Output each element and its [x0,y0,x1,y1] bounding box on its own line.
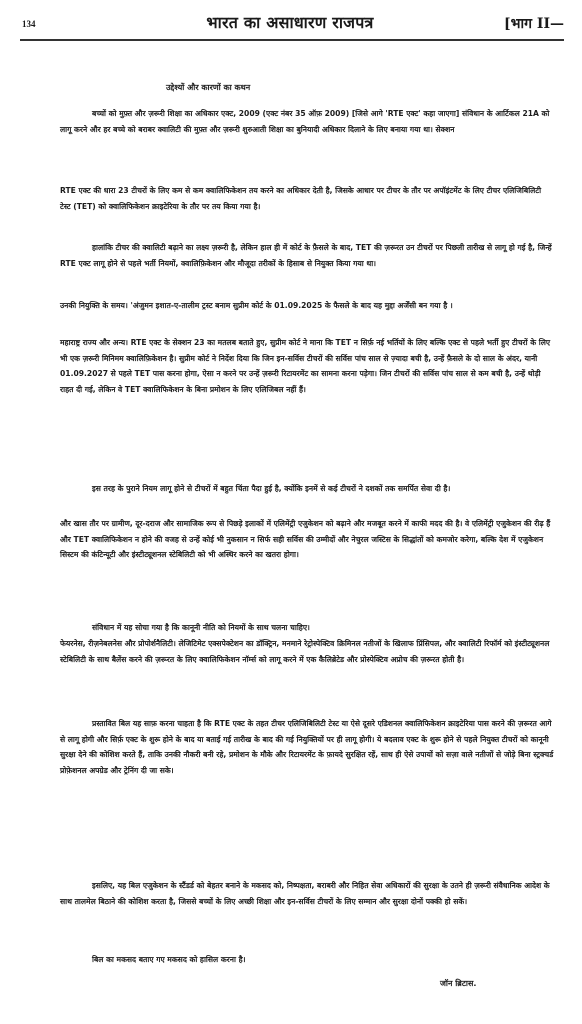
paragraph-2 [60,183,554,214]
paragraph-10 [60,716,554,778]
paragraph-text: महाराष्ट्र राज्य और अन्य। RTE एक्ट के सेक्शन 23 का मतलब बताते हुए, सुप्रीम कोर्ट ने माना कि TET न सिर्फ़ नई भर्तियों के लिए बल्कि एक्ट से पहले भर्ती हुए टीचरों के लिए भी एक ज़रूरी मिनिमम क्वालिफ़िकेशन है। सुप्रीम कोर्ट ने निर्देश दिया कि जिन इन-सर्विस टीचरों की सर्विस पांच साल से ज़्यादा बची है, उन्हें फ़ैसले के दो साल के अंदर, यानी 01.09.2027 से पहले TET पास करना होगा, ऐसा न करने पर उन्हें ज़रूरी रिटायरमेंट का सामना करना पड़ेगा। जिन टीचरों की सर्विस पांच साल से कम बची है, उन्हें थोड़ी राहत दी गई, लेकिन वे TET क्वालिफिकेशन के बिना प्रमोशन के लिए एलिजिबल नहीं हैं। [60,338,551,394]
paragraph-text: प्रस्तावित बिल यह साफ़ करना चाहता है कि RTE एक्ट के तहत टीचर एलिजिबिलिटी टेस्ट या ऐसे दूसरे एडिशनल क्वालिफिकेशन क्राइटेरिया पास करने की ज़रूरत आगे से लागू होगी और सिर्फ़ एक्ट के शुरू होने के बाद या बताई गई तारीख के बाद की गई नियुक्तियों पर ही लागू होगी। ये बदलाव एक्ट के शुरू होने से पहले नियुक्त टीचरों को कानूनी सुरक्षा देने की कोशिश करते हैं, ताकि उनकी नौकरी बनी रहे, प्रमोशन के मौके और रिटायरमेंट के फ़ायदे सुरक्षित रहें, साथ ही ऐसे उपायों को सज़ा वाले नतीजों से जोड़े बिना स्ट्रक्चर्ड प्रोफ़ेशनल अपग्रेड और ट्रेनिंग दी जा सके। [60,719,554,775]
paragraph-text: संविधान में यह सोचा गया है कि कानूनी नीति को नियमों के साथ चलना चाहिए। [92,623,310,632]
page-header [0,0,582,46]
header-rule [20,39,564,41]
paragraph-text: इसलिए, यह बिल एजुकेशन के स्टैंडर्ड को बेहतर बनाने के मकसद को, निष्पक्षता, बराबरी और निहित सेवा अधिकारों की सुरक्षा के उतने ही ज़रूरी संवैधानिक आदेश के साथ तालमेल बिठाने की कोशिश करता है, जिससे बच्चों के लिए अच्छी शिक्षा और इन-सर्विस टीचरों के लिए सम्मान और सुरक्षा दोनों पक्की हो सकें। [60,881,550,906]
paragraph-text: हालांकि टीचर की क्वालिटी बढ़ाने का लक्ष्य ज़रूरी है, लेकिन हाल ही में कोर्ट के फ़ैसले के बाद, TET की ज़रूरत उन टीचरों पर पिछली तारीख से लागू हो गई है, जिन्हें RTE एक्ट लागू होने से पहले भर्ती नियमों, क्वालिफ़िकेशन और मौजूदा तरीकों के हिसाब से नियुक्त किया गया था। [60,243,552,268]
gazette-title: भारत का असाधारण राजपत्र [206,13,374,32]
paragraph-text: फेयरनेस, रीज़नेबलनेस और प्रोपोर्शनैलिटी। लेजिटिमेट एक्सपेक्टेशन का डॉक्ट्रिन, मनमाने रेट्रोस्पेक्टिव क्रिमिनल नतीजों के खिलाफ प्रिंसिपल, और क्वालिटी रिफॉर्म को इंस्टीट्यूशनल स्टेबिलिटी के साथ बैलेंस करने की ज़रूरत के लिए क्वालिफिकेशन नॉर्म्स को लागू करने में एक कैलिब्रेटेड और प्रोस्पेक्टिव अप्रोच की ज़रूरत होती है। [60,639,550,664]
paragraph-3 [60,240,554,271]
page-number: 134 [22,19,36,29]
paragraph-7 [60,516,554,563]
paragraph-4 [60,298,554,314]
paragraph-text: उनकी नियुक्ति के समय। 'अंजुमन इशात-ए-तालीम ट्रस्ट बनाम सुप्रीम कोर्ट के 01.09.2025 के फैसले के बाद यह मुद्दा अर्जेंसी बन गया है । [60,301,453,310]
paragraph-text: बिल का मकसद बताए गए मकसद को हासिल करना है। [92,955,246,964]
author-signature: जॉन ब्रिटास. [440,979,477,988]
paragraph-text: बच्चों को मुफ़्त और ज़रूरी शिक्षा का अधिकार एक्ट, 2009 (एक्ट नंबर 35 ऑफ़ 2009) [जिसे आगे 'RTE एक्ट' कहा जाएगा] संविधान के आर्टिकल 21A को लागू करने और हर बच्चे को बराबर क्वालिटी की मुफ़्त और ज़रूरी शुरुआती शिक्षा का बुनियादी अधिकार दिलाने के लिए बनाया गया था। सेक्शन [60,109,550,134]
paragraph-5 [60,335,554,397]
paragraph-1 [60,106,554,137]
paragraph-9 [60,636,554,667]
part-label: [भाग II— [504,16,564,32]
section-heading: उद्देश्यों और कारणों का कथन [166,83,251,92]
paragraph-text: इस तरह के पुराने नियम लागू होने से टीचरों में बहुत चिंता पैदा हुई है, क्योंकि इनमें से कई टीचरों ने दशकों तक समर्पित सेवा दी है। [92,484,451,493]
paragraph-12 [60,952,554,968]
paragraph-11 [60,878,554,909]
paragraph-text: RTE एक्ट की धारा 23 टीचरों के लिए कम से कम क्वालिफिकेशन तय करने का अधिकार देती है, जिसके आधार पर टीचर के तौर पर अपॉइंटमेंट के लिए टीचर एलिजिबिलिटी टेस्ट (TET) को क्वालिफिकेशन क्राइटेरिया के तौर पर तय किया गया है। [60,186,542,211]
paragraph-8 [60,620,554,636]
paragraph-text: और खास तौर पर ग्रामीण, दूर-दराज और सामाजिक रूप से पिछड़े इलाकों में एलिमेंट्री एजुकेशन को बढ़ाने और मजबूत करने में काफी मदद की है। वे एलिमेंट्री एजुकेशन की रीढ़ हैं और TET क्वालिफिकेशन न होने की वजह से उन्हें कोई भी नुकसान न सिर्फ सही सर्विस की उम्मीदों और नेचुरल जस्टिस के सिद्धांतों को कमजोर करेगा, बल्कि देश में एजुकेशन सिस्टम की कंटिन्यूटी और इंस्टीट्यूशनल स्टेबिलिटी को भी अस्थिर करने का खतरा होगा। [60,519,551,560]
paragraph-6 [60,481,554,497]
